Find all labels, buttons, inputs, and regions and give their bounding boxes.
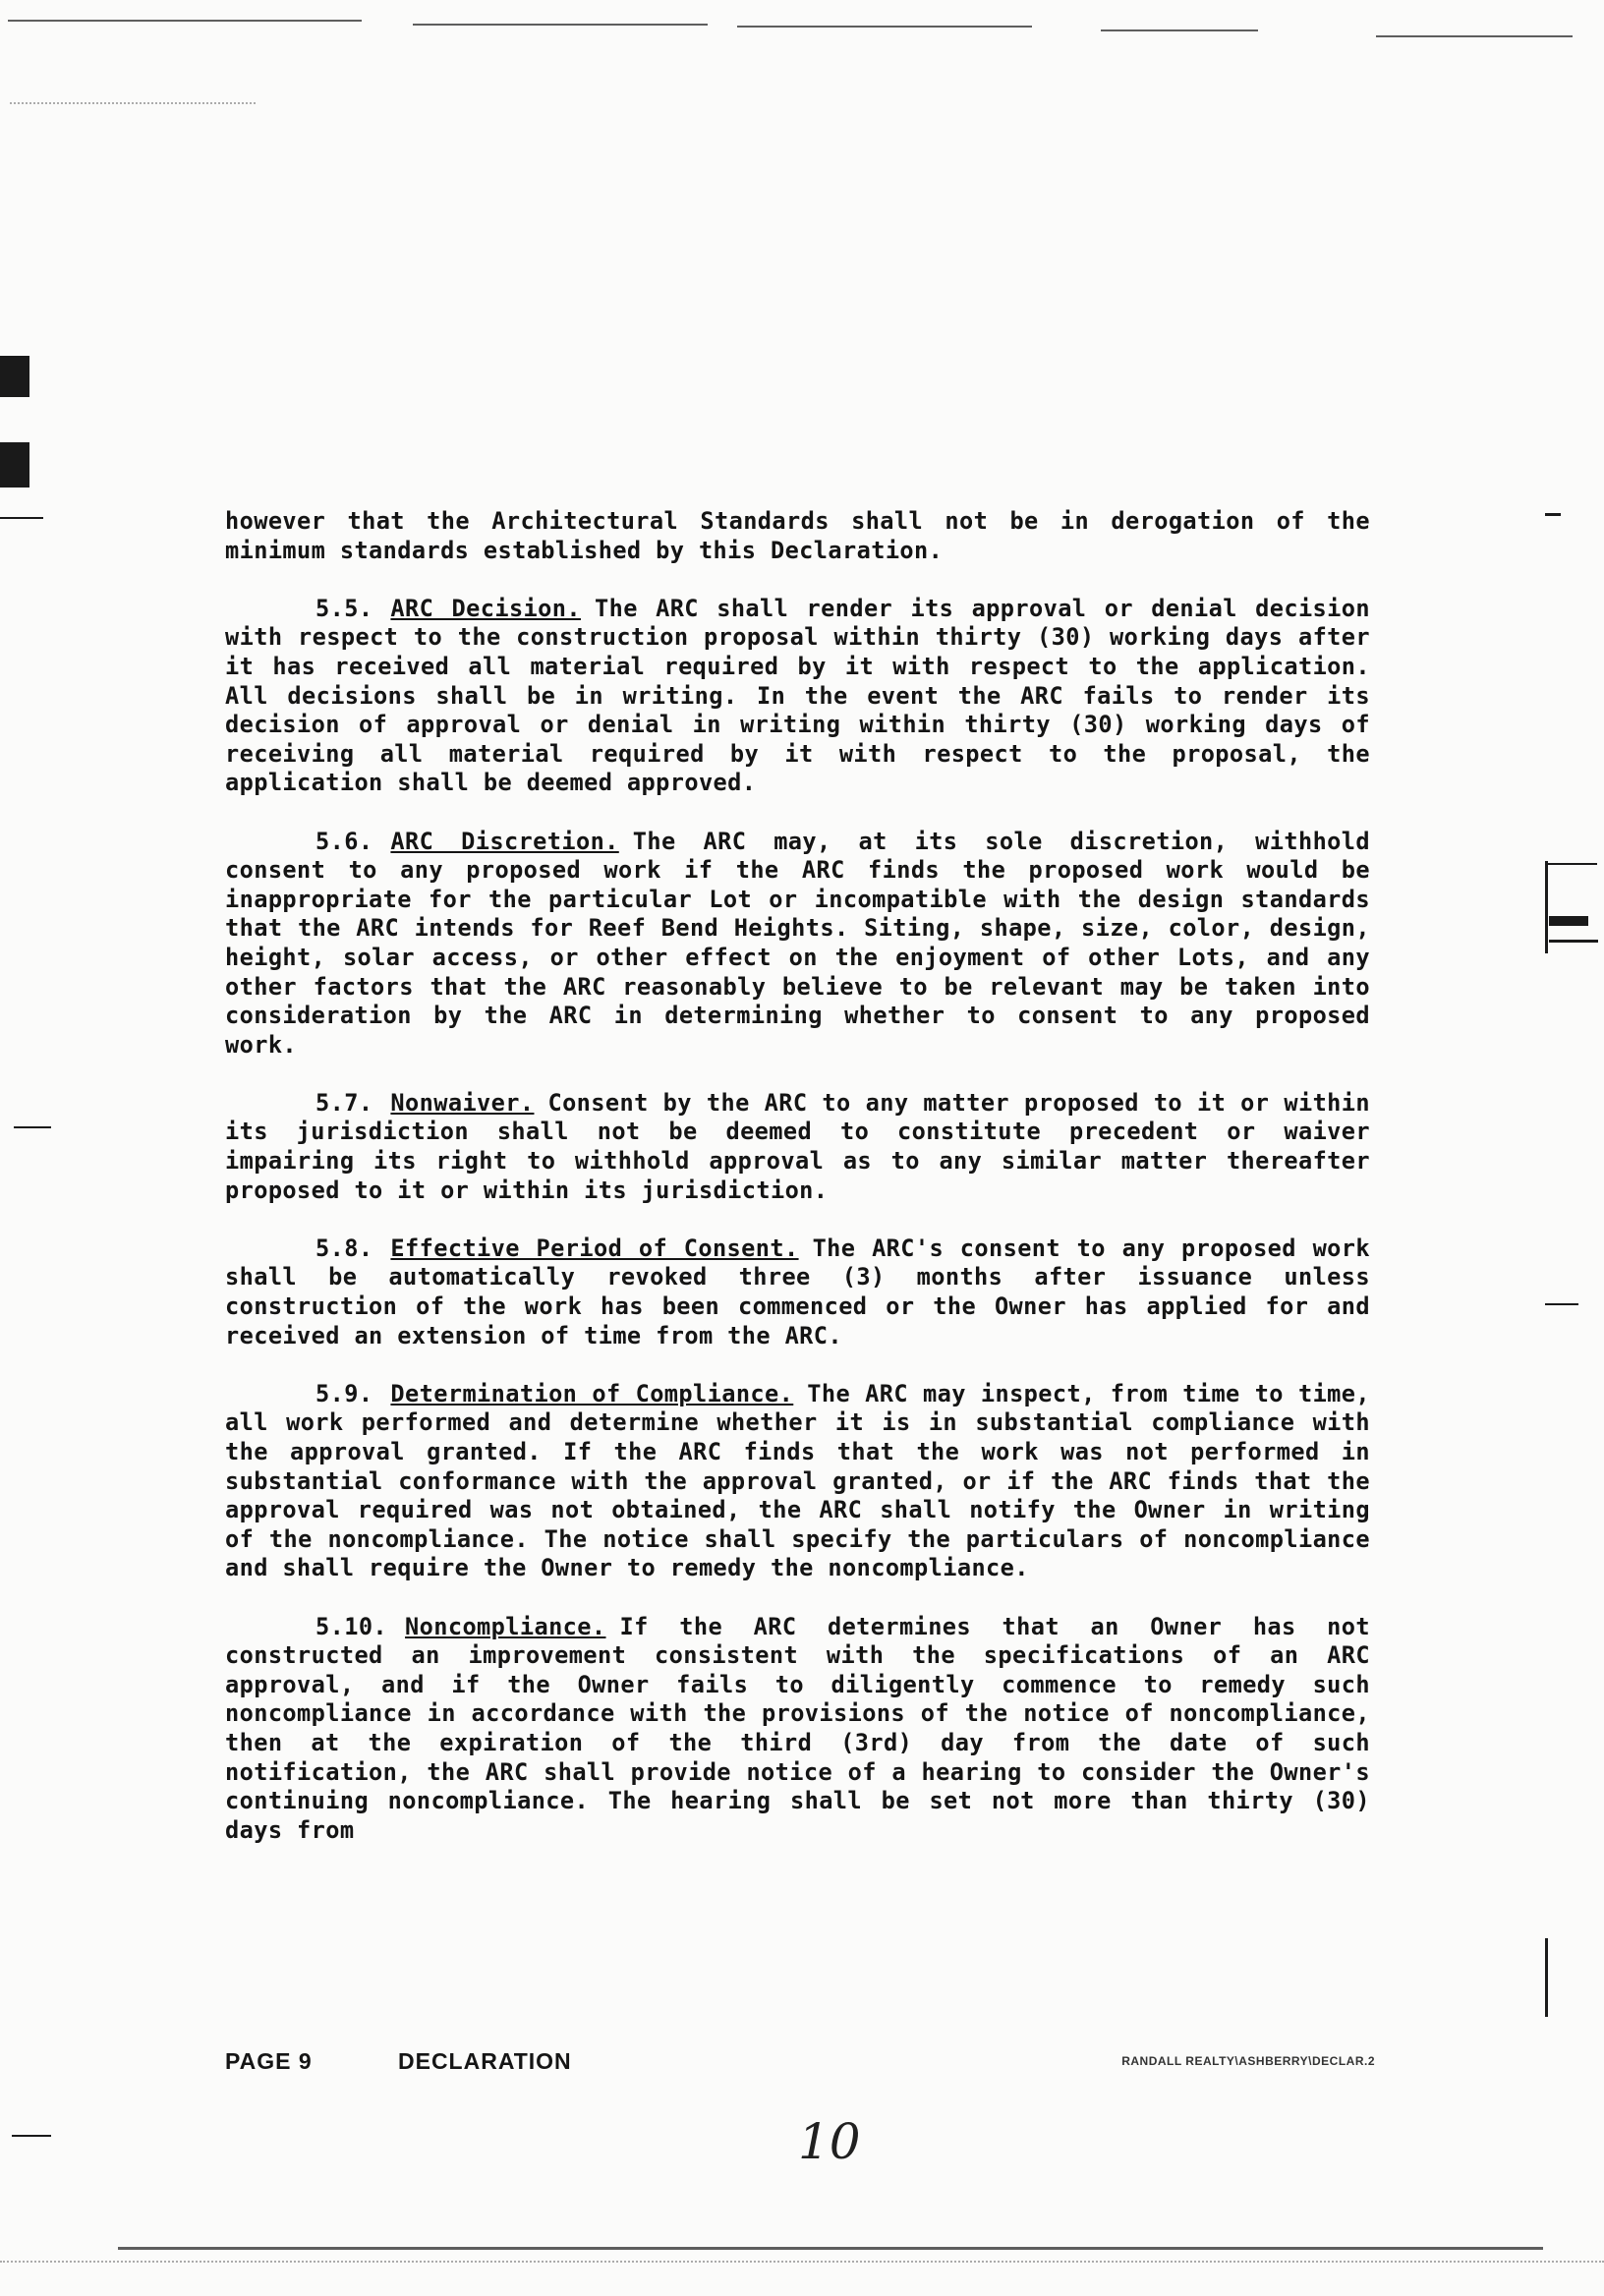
scan-artifact-dots [10,102,256,106]
section-5-9 [225,1380,1370,1583]
section-body: If the ARC determines that an Owner has not constructed an improvement consistent with the specifications of an ARC approval, and if the Owner fails to diligently commence to remedy such noncompliance in accordance with the provisions of the notice of noncompliance, then at the expiration of the third (3rd) day from the date of such notification, the ARC shall provide notice of a hearing to consider the Owner's continuing noncompliance. The hearing shall be set not more than thirty (30) days from [225,1612,1370,1844]
scan-artifact-left-line [12,2135,51,2137]
section-title: Determination of Compliance. [390,1379,794,1407]
continued-paragraph: however that the Architectural Standards shall not be in derogation of the minimum standards established by this Declaration. [225,507,1370,564]
section-number: 5.9. [315,1379,373,1407]
scan-artifact-right-line [1548,863,1597,865]
section-body: The ARC may, at its sole discretion, withhold consent to any proposed work if the ARC finds the proposed work would be inappropriate for the particular Lot or incompatible with the design standards that the ARC intends for Reef Bend Heights. Siting, shape, size, color, design, height, solar access, or other effect on the enjoyment of other Lots, and any other factors that the ARC reasonably believe to be relevant may be taken into consideration by the ARC in determining whether to consent to any proposed work. [225,827,1370,1059]
section-title: ARC Discretion. [390,827,619,855]
page-footer [225,2048,1375,2078]
scan-artifact-left-block [0,442,29,488]
scan-artifact-left-line [14,1126,51,1128]
scan-artifact-top-line [1376,35,1573,37]
scan-artifact-top-line [413,24,708,26]
section-5-6 [225,828,1370,1061]
section-body: The ARC's consent to any proposed work shall be automatically revoked three (3) months after issuance unless construction of the work has been commenced or the Owner has applied for and received an extension of time from the ARC. [225,1234,1370,1349]
section-number: 5.8. [315,1234,373,1262]
scan-artifact-left-line [0,517,43,519]
section-5-5 [225,595,1370,798]
section-body: Consent by the ARC to any matter proposed to it or within its jurisdiction shall not be deemed to constitute precedent or waiver impairing its right to withhold approval as to any similar matter thereafter proposed to it or within its jurisdiction. [225,1088,1370,1204]
footer-document-title: DECLARATION [398,2048,572,2074]
scan-artifact-right-line [1549,940,1598,943]
scan-artifact-top-line [737,26,1032,28]
footer-page-number: PAGE 9 [225,2048,313,2074]
scan-artifact-left-block [0,356,29,397]
section-number: 5.7. [315,1088,373,1117]
section-body: The ARC shall render its approval or denial decision with respect to the construction proposal within thirty (30) working days after it has received all material required by it with respect to the application. All decisions shall be in writing. In the event the ARC fails to render its decision of approval or denial in writing within thirty (30) working days of receiving all material required by it with respect to the proposal, the application shall be deemed approved. [225,594,1370,797]
scan-artifact-right-bar [1545,1938,1548,2017]
section-number: 5.6. [315,827,373,855]
scan-artifact-right-line [1545,1303,1578,1305]
section-body: The ARC may inspect, from time to time, all work performed and determine whether it is in substantial compliance with the approval granted. If the ARC finds that the work was not performed in substantial conformance with the approval granted, or if the ARC finds that the approval required was not obtained, the ARC shall notify the Owner in writing of the noncompliance. The notice shall specify the particulars of noncompliance and shall require the Owner to remedy the noncompliance. [225,1379,1370,1582]
section-title: Effective Period of Consent. [390,1234,799,1262]
section-title: Nonwaiver. [390,1088,535,1117]
handwritten-page-number: 10 [798,2113,861,2170]
scan-artifact-bottom-dots [0,2261,1604,2265]
scan-artifact-bottom-line [118,2247,1543,2250]
scan-artifact-top-line [8,20,362,22]
scan-artifact-top-line [1101,29,1258,31]
section-title: ARC Decision. [390,594,581,622]
scan-artifact-right-dash [1545,513,1561,516]
section-number: 5.5. [315,594,373,622]
section-5-10 [225,1613,1370,1846]
section-title: Noncompliance. [405,1612,606,1640]
section-5-8 [225,1234,1370,1350]
section-number: 5.10. [315,1612,388,1640]
document-body [225,507,1370,1874]
scan-artifact-right-bracket [1545,861,1548,953]
footer-file-code: RANDALL REALTY\ASHBERRY\DECLAR.2 [1121,2054,1375,2068]
scan-artifact-right-block [1549,916,1588,926]
section-5-7 [225,1089,1370,1205]
